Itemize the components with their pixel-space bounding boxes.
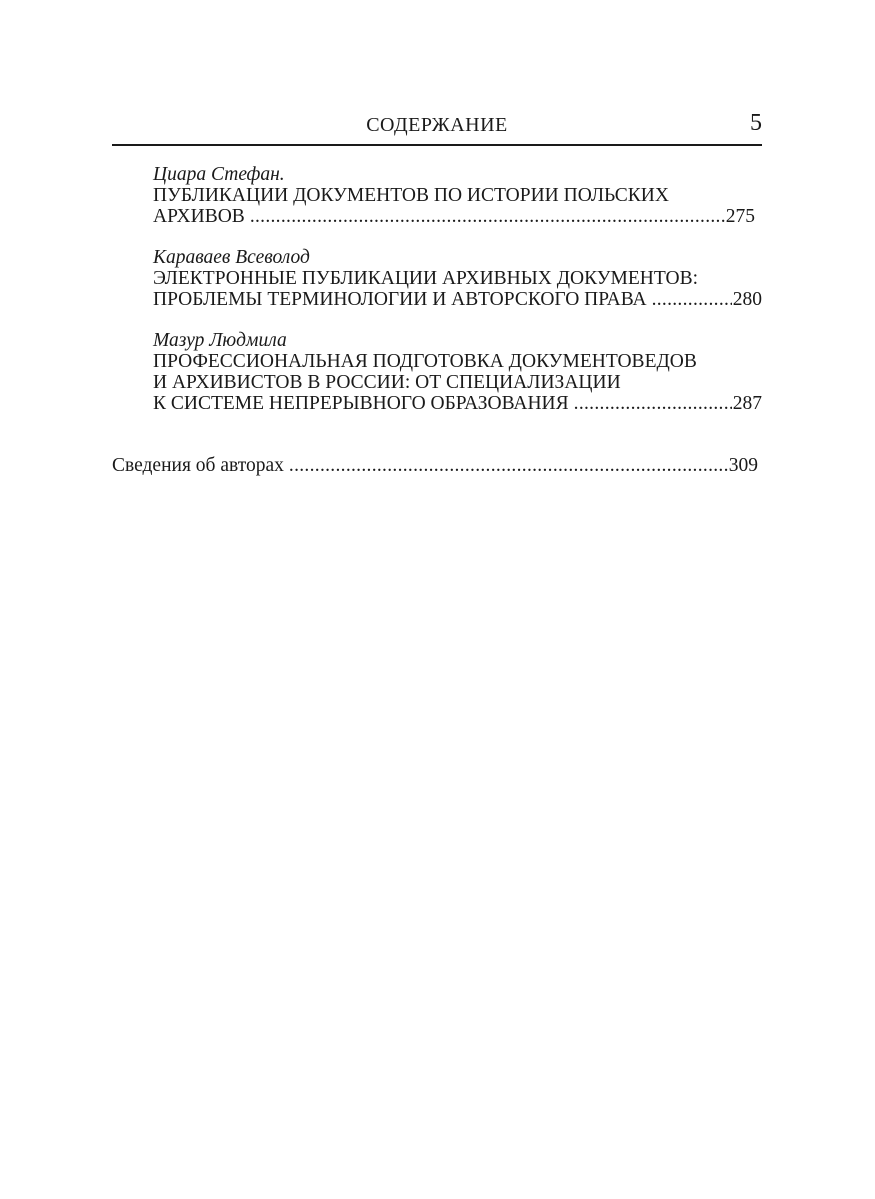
entry-page-number: 280: [732, 289, 762, 310]
entry-title-line: ПРОФЕССИОНАЛЬНАЯ ПОДГОТОВКА ДОКУМЕНТОВЕДОВ: [153, 351, 697, 372]
about-authors-entry: [112, 455, 758, 476]
toc-entry: [153, 164, 755, 227]
entry-title-line: ПРОБЛЕМЫ ТЕРМИНОЛОГИИ И АВТОРСКОГО ПРАВА: [153, 289, 647, 310]
entry-title-line: И АРХИВИСТОВ В РОССИИ: ОТ СПЕЦИАЛИЗАЦИИ: [153, 372, 621, 393]
entry-title-line: АРХИВОВ: [153, 206, 245, 227]
entry-author: Караваев Всеволод: [153, 247, 310, 268]
dot-leader: [652, 289, 732, 310]
entry-title-line: ПУБЛИКАЦИИ ДОКУМЕНТОВ ПО ИСТОРИИ ПОЛЬСКИХ: [153, 185, 669, 206]
header-title: СОДЕРЖАНИЕ: [366, 114, 508, 136]
about-authors-label: Сведения об авторах: [112, 455, 284, 476]
entry-author: Мазур Людмила: [153, 330, 287, 351]
about-authors-page-number: 309: [728, 455, 758, 476]
page-number: 5: [750, 110, 762, 136]
dot-leader: [574, 393, 732, 414]
toc-entry: [153, 330, 762, 414]
entry-page-number: 287: [732, 393, 762, 414]
dot-leader: [289, 455, 728, 476]
entry-page-number: 275: [725, 206, 755, 227]
entry-title-last-line: [153, 393, 762, 414]
entry-title-last-line: [153, 289, 762, 310]
dot-leader: [250, 206, 725, 227]
entry-title-line: ЭЛЕКТРОННЫЕ ПУБЛИКАЦИИ АРХИВНЫХ ДОКУМЕНТОВ:: [153, 268, 699, 289]
toc-entry: [153, 247, 762, 310]
entry-author: Циара Стефан.: [153, 164, 285, 185]
entry-title-last-line: [153, 206, 755, 227]
page-header: [112, 112, 762, 146]
entry-title-line: К СИСТЕМЕ НЕПРЕРЫВНОГО ОБРАЗОВАНИЯ: [153, 393, 569, 414]
